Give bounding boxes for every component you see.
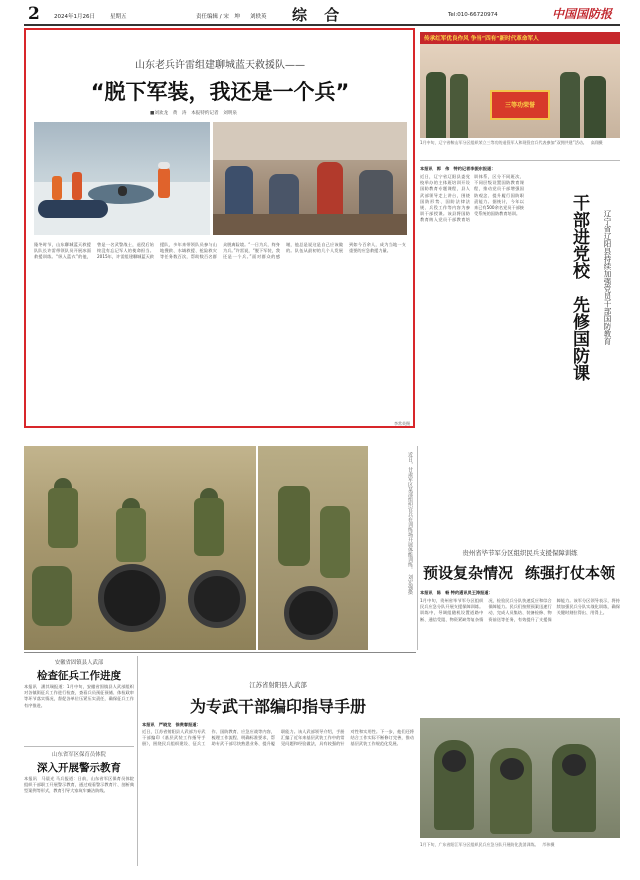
gas-mask-photo bbox=[420, 718, 620, 838]
masthead bbox=[24, 6, 620, 24]
training-photo-caption: 近日，甘肃军区某部组织官兵在训练场开展体能训练。 刘宏强摄 bbox=[407, 452, 413, 595]
liaoning-headline: 干部进党校 先修国防课 bbox=[569, 194, 589, 381]
jiangsu-dept: 江苏省射阳县人武部 bbox=[249, 681, 307, 689]
gas-mask bbox=[442, 750, 466, 772]
lead-story-body: 隆冬时节，山东聊城蓝天救援队队长许雷带领队员开展冰面救援训练。“纵入蓝衣”的他，曾是一名武警战士，退役后始终没有忘记军人的使命担当。2015年，许雷组建聊城蓝天救援队，多年来带领队员参与山地搜救、水域救援、抢险救灾等任务数百次，帮助数百名群众脱离险境。“一日为兵，终身为兵。”许雷说，“脱下军装，我还是一个兵。”面对群众的感谢，他总是说这是自己应该做的。队伍从最初的几个人发展到如今百余人，成为当地一支重要的应急救援力量。 bbox=[34, 242, 406, 260]
soldier bbox=[194, 498, 224, 556]
rescuer-orange bbox=[52, 176, 62, 200]
jiangsu-headline: 为专武干部编印指导手册 bbox=[189, 697, 366, 716]
anhui-dept: 安徽省固镇县人武部 bbox=[54, 660, 104, 666]
masthead-rule bbox=[24, 24, 620, 26]
proofreader: 刘轶英 bbox=[250, 14, 267, 20]
jiangsu-byline: 本报讯 严晓龙 徐贵春报道： bbox=[142, 722, 201, 727]
room-wall bbox=[213, 122, 407, 160]
rescue-photo-left bbox=[34, 122, 210, 235]
guizhou-byline: 本报讯 陈 畅 特约通讯员王涛报道： bbox=[420, 590, 493, 595]
jiangsu-body: 近日，江苏省射阳县人武部为专武干部编印《基层武装工作指导手册》，围绕民兵组织建设、征兵工作、国防教育、应急应战等内容，梳理工作流程、明确标准要求，帮助专武干部尽快熟悉业务、提升履职能力。该人武部领导介绍，手册汇编了近年来基层武装工作中的常见问题和经验做法，具有较强的针对性和实用性。下一步，他们还将结合工作实际不断修订完善，推动基层武装工作规范化发展。 bbox=[142, 729, 414, 747]
rescue-boat bbox=[38, 200, 108, 218]
liaoning-subhead: 辽宁省辽阳县持续加强党员干部国防教育 bbox=[603, 210, 612, 345]
soldier bbox=[32, 566, 72, 626]
rescuer-orange bbox=[72, 172, 82, 200]
section-title: 综 合 bbox=[292, 6, 346, 24]
guizhou-title: 贵州省毕节军分区组织民兵支援保障训练 bbox=[462, 549, 578, 557]
shandong-dept: 山东省军区保育员体院 bbox=[52, 752, 106, 758]
soldier bbox=[48, 488, 78, 548]
responsible-editor: 责任编辑 / 宋 坤 bbox=[196, 14, 240, 20]
liaoning-body: 近日，辽宁省辽阳县委党校举办的主体班培训开设国防教育专题课程，县人武部领导走上讲台，围绕国防形势、国防法律法规、兵役工作等内容为参训干部授课。该县将国防教育纳入党员干部教育培训体系，区分不同班次、不同层级设置国防教育课程，推动党员干部增强国防观念、提升履行国防职责能力。据统计，今年以来已有500余名党员干部接受系统的国防教育培训。 bbox=[420, 174, 524, 223]
phone-number: Tel:010-66720974 bbox=[448, 12, 498, 18]
page-number: 2 bbox=[28, 4, 40, 24]
gas-mask bbox=[562, 754, 586, 776]
lead-story-headline: “脱下军装，我还是一个兵” bbox=[90, 80, 350, 104]
training-photo bbox=[24, 446, 256, 650]
soldier bbox=[116, 508, 146, 562]
banner-slogan: 传承红军优良作风 争当“四有”新时代革命军人 bbox=[424, 36, 539, 42]
anhui-body: 本报讯 潘其瑞报道：1月中旬，安徽省固镇县人武部组织对各镇街征兵工作进行检查，查看兵员预征预储、体检政审等环节落实情况，督促各单位压紧压实责任，确保征兵工作有序推进。 bbox=[24, 684, 134, 708]
liaoning-body-continued bbox=[528, 394, 620, 440]
honor-plaque-text: 三等功荣誉 bbox=[504, 102, 535, 109]
divider bbox=[420, 160, 620, 161]
tyre bbox=[284, 586, 338, 640]
shandong-headline: 深入开展警示教育 bbox=[37, 762, 121, 774]
divider bbox=[24, 652, 416, 653]
gas-mask bbox=[500, 758, 524, 780]
rescuer-orange bbox=[158, 168, 170, 198]
rescue-photo-right bbox=[213, 122, 407, 235]
soldier bbox=[278, 486, 310, 566]
divider bbox=[417, 446, 418, 650]
soldier bbox=[560, 72, 580, 138]
liaoning-author: 李常英摄 bbox=[394, 421, 410, 426]
table bbox=[213, 214, 407, 235]
lead-story-byline: ■刘欢龙 黄 涛 本报特约记者 刘明泉 bbox=[150, 111, 238, 116]
soldier bbox=[450, 74, 468, 138]
paper-logo: 中国国防报 bbox=[552, 7, 613, 21]
gas-mask-photo-caption: 1月下旬，广东省阳江军分区组织民兵应急分队开展防化洗消训练。 邝伟摄 bbox=[420, 842, 555, 847]
guizhou-body: 1月中旬，贵州省毕节军分区组织民兵应急分队开展支援保障训练。训练中，导调组随机设置道路中断、通信受阻、物资紧缺等复杂情况，检验民兵分队快速反应和综合保障能力。民兵们按照预案迅速行动，完成人员集结、装备检修、物资前送等任务，有效提升了支援保障能力。该军分区领导表示，将持续加强民兵分队实战化训练，确保关键时刻拉得出、用得上。 bbox=[420, 598, 620, 622]
rescuer-helmet bbox=[158, 162, 170, 169]
tyre bbox=[188, 570, 246, 628]
lead-story-kicker: 山东老兵许雷组建聊城蓝天救援队—— bbox=[135, 60, 305, 71]
banner-photo bbox=[420, 32, 620, 138]
issue-weekday: 星期五 bbox=[110, 14, 127, 20]
tyre bbox=[98, 564, 166, 632]
soldier bbox=[320, 506, 350, 578]
soldier bbox=[426, 72, 446, 138]
anhui-headline: 检查征兵工作进度 bbox=[37, 670, 121, 682]
divider bbox=[137, 656, 138, 866]
training-photo-strip bbox=[258, 446, 368, 650]
guizhou-headline-right: 练强打仗本领 bbox=[524, 564, 615, 582]
soldier bbox=[584, 76, 606, 138]
banner-photo-caption: 1月中旬，辽宁省鞍山军分区组织荣立三等功的退役军人和现役官兵代表参加“双拥共建”活动。 高翔摄 bbox=[420, 140, 603, 145]
person-in-water bbox=[118, 186, 127, 196]
divider bbox=[24, 746, 134, 747]
liaoning-byline: 本报讯 郭 伟 特约记者李振东报道： bbox=[420, 166, 496, 171]
guizhou-headline-left: 预设复杂情况 bbox=[422, 564, 513, 582]
shandong-body: 本报讯 马晨光 马兵报道：日前，山东省军区保育员体院组织干部职工开展警示教育，通过观看警示教育片、剖析典型案例等形式，教育引导大家筑牢廉洁防线。 bbox=[24, 776, 134, 794]
volunteer bbox=[317, 162, 343, 222]
issue-date: 2024年1月26日 bbox=[54, 14, 95, 20]
